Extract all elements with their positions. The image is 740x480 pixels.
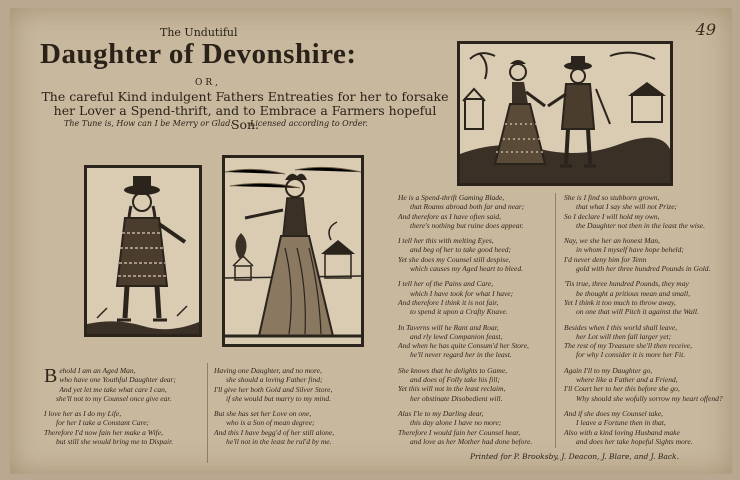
page-title: Daughter of Devonshire: — [40, 38, 357, 70]
verse-line: her obstinate Disobedient will. — [410, 393, 503, 403]
verse-line: Nay, we she her an honest Man, — [564, 236, 660, 246]
verse-line: for why I consider it is more her Fit. — [576, 350, 686, 360]
verse-line: I leave a Fortune then in that, — [576, 418, 666, 428]
verse-line: and rly lewd Companion feast, — [410, 331, 503, 341]
verse-line: she should a loving Father find; — [226, 375, 323, 385]
verse-line: Yet she does my Counsel still despise, — [398, 254, 511, 264]
verse-line: this day alone I have no more; — [410, 418, 502, 428]
verse-line: be thought a pritious mean and small, — [576, 288, 690, 298]
verse-line: She knows that he delights to Game, — [398, 365, 507, 375]
stanza — [214, 409, 379, 446]
stanza — [564, 323, 734, 360]
verse-line: And if she does my Counsel take, — [564, 408, 663, 418]
verse-line: Also with a kind loving Husband make — [564, 427, 680, 437]
verse-line: who is a Son of mean degree; — [226, 418, 315, 428]
verse-line: and love as her Mother had done before. — [410, 436, 533, 446]
printer-imprint: Printed for P. Brooksby, J. Deacon, J. Blare, and J. Back. — [470, 452, 679, 461]
verse-line: on one that will Pitch it against the Wall. — [576, 307, 699, 317]
stanza — [398, 409, 558, 446]
verse-line: Therefore I'd now fain her make a Wife, — [44, 427, 163, 437]
verse-column-1 — [44, 366, 209, 452]
stanza — [564, 236, 734, 273]
verse-line: there's nothing but ruine does appear. — [410, 220, 524, 230]
verse-line: And therefore as I have often said, — [398, 211, 501, 221]
verse-line: that Roams abroad both far and near; — [410, 202, 525, 212]
verse-line: Having one Daughter, and no more, — [214, 366, 322, 375]
verse-line: he'll not in the least be rul'd by me. — [226, 437, 332, 447]
verse-line: she'll not to my Counsel once give ear. — [56, 393, 172, 403]
drop-cap: B — [44, 365, 58, 387]
verse-line: I love her as I do my Life, — [44, 409, 122, 419]
verse-line: I'd never deny him for Tenn — [564, 254, 647, 264]
stanza — [564, 193, 734, 230]
folio-number: 49 — [695, 20, 716, 39]
subtitle: The careful Kind indulgent Fathers Entreaties for her to forsake her Lover a Spend-thrift, and to Embrace a Farmers hopeful Son. — [41, 89, 449, 132]
verse-line: And this I have begg'd of her still alone, — [214, 427, 335, 437]
tune-line: The Tune is, How can I be Merry or Glad. — [64, 119, 233, 128]
verse-column-4 — [564, 193, 734, 452]
licensed-line: Licensed according to Order. — [250, 119, 368, 128]
verse-line: and does her take hopeful Sights more. — [576, 436, 693, 446]
verse-line: Yet this will not in the least reclaim, — [398, 384, 506, 394]
verse-line: He is a Spend-thrift Gaming Blade, — [398, 193, 505, 202]
verse-line: gold with her three hundred Pounds in Gold. — [576, 264, 711, 274]
verse-line: ehold I am an Aged Man, — [59, 366, 136, 375]
stanza — [44, 366, 209, 403]
broadside-sheet — [10, 8, 732, 474]
verse-line: So I declare I will hold my own, — [564, 211, 660, 221]
verse-line: And when he has quite Consum'd her Store, — [398, 341, 529, 351]
verse-line: who have one Youthful Daughter dear; — [59, 375, 176, 385]
verse-line: I'll Court her to her this before she go, — [564, 384, 680, 394]
verse-line: but still she would bring me to Dispair. — [56, 437, 174, 447]
stanza — [564, 409, 734, 446]
verse-line: to spend it upon a Crafty Knave. — [410, 307, 508, 317]
stanza — [564, 279, 734, 316]
woodcut-woman — [222, 155, 364, 347]
pre-title: The Undutiful — [160, 26, 238, 39]
verse-line: Alas I'le to my Darling dear, — [398, 408, 484, 418]
stanza — [398, 366, 558, 403]
verse-line: in whom I myself have hope beheld; — [576, 245, 684, 255]
stanza — [398, 193, 558, 230]
verse-line: which causes my Aged heart to bleed. — [410, 264, 523, 274]
verse-line: And therefore I think it is not fair, — [398, 297, 499, 307]
stanza — [398, 323, 558, 360]
verse-line: Yet I think it too much to throw away, — [564, 297, 676, 307]
verse-line: The rest of my Treasure she'll then receive, — [564, 341, 692, 351]
stanza — [214, 366, 379, 403]
verse-line: that what I say she will not Prize; — [576, 202, 678, 212]
verse-line: Why should she wofully sorrow my heart offend? — [576, 393, 723, 403]
verse-line: and beg of her to take good heed; — [410, 245, 512, 255]
woodcut-couple — [457, 41, 673, 186]
verse-line: if she would but marry to my mind. — [226, 393, 331, 403]
stanza — [564, 366, 734, 403]
verse-line: for her I take a Constant Care; — [56, 418, 150, 428]
verse-line: In Taverns will he Rant and Roar, — [398, 322, 499, 332]
stanza — [398, 236, 558, 273]
verse-line: the Daughter not then in the least the wise. — [576, 220, 705, 230]
verse-line: I tell her this with melting Eyes, — [398, 236, 494, 246]
verse-line: I'll give her both Gold and Silver Store, — [214, 384, 333, 394]
verse-line: I tell her of the Pains and Care, — [398, 279, 494, 289]
verse-line: and does of Folly take his fill; — [410, 375, 500, 385]
verse-line: which I have took for what I have; — [410, 288, 514, 298]
verse-column-3 — [398, 193, 558, 452]
verse-line: And yet let me take what care I can, — [59, 384, 167, 394]
or-line: OR, — [195, 78, 222, 88]
verse-column-2 — [214, 366, 379, 452]
verse-line: he'll never regard her in the least. — [410, 350, 512, 360]
verse-line: She is I find so stubborn grown, — [564, 193, 660, 202]
verse-line: where like a Father and a Friend, — [576, 375, 678, 385]
stanza — [44, 409, 209, 446]
verse-line: Again I'll to my Daughter go, — [564, 365, 653, 375]
verse-line: But she has set her Love on one, — [214, 409, 312, 419]
verse-line: her Lot will then fall larger yet; — [576, 331, 672, 341]
stanza — [398, 279, 558, 316]
verse-line: Besides when I this world shall leave, — [564, 322, 678, 332]
verse-line: Therefore I would fain her Counsel hear, — [398, 427, 521, 437]
verse-line: 'Tis true, three hundred Pounds, they may — [564, 279, 689, 289]
woodcut-man — [84, 165, 202, 337]
